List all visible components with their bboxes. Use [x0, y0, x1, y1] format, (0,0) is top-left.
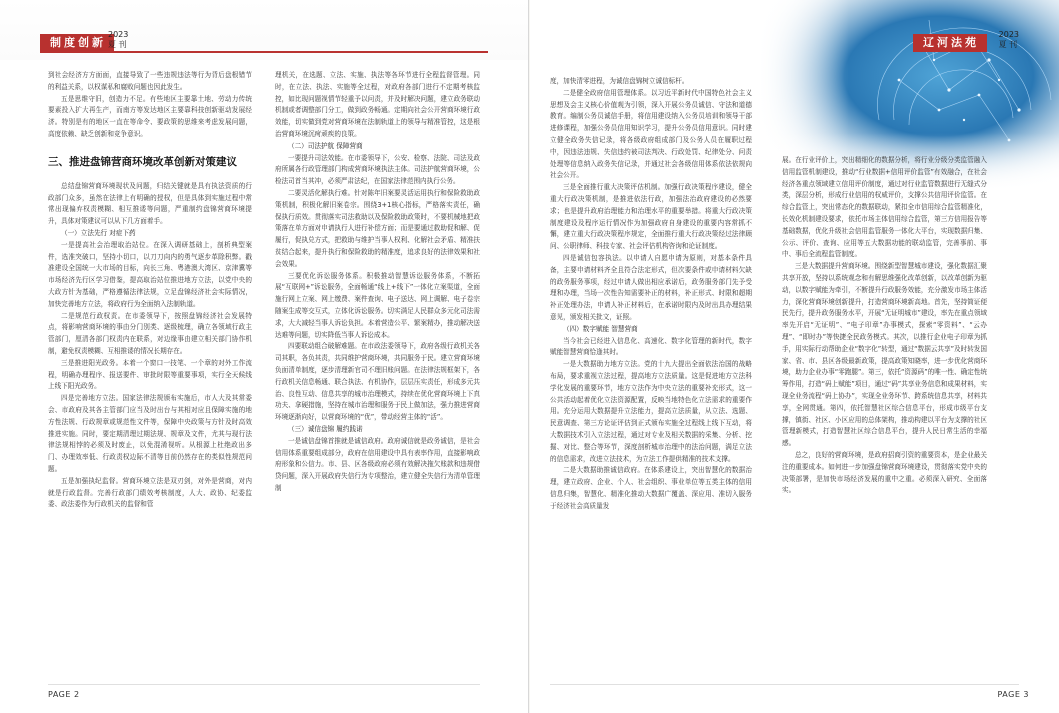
- subheading: （四）数字赋能 智慧营商: [563, 324, 638, 333]
- paragraph: 五是思维守旧，创造力不足。有些地区主要靠土地、劳动力传统要素投入扩大再生产，而南方等发达地区主要靠科技创新驱动发展经济。特别是有的地区一直在等命令、要政策的思维来考虑发展问题，高度依赖、缺乏创新和竞争意识。: [48, 94, 252, 138]
- issue-year: 2023: [998, 30, 1019, 39]
- right-column-2: [782, 155, 987, 497]
- paragraph: 三是推进阳光政务。本着一个窗口一技笔、一个章的对外工作流程，明确办理程序、报送要件、审批时限等重要事项，实行全天候线上线下阳光政务。: [48, 358, 252, 391]
- left-column-2: [275, 70, 480, 495]
- paragraph: 二是大数据助推诚信政府。在体系建设上，突出智慧化的数据治理，建立政府、企业、个人、社会组织、事业单位等五类主体的信用信息归集，智慧化、精准化推动大数据广覆盖、深应用、准切入服务于经济社会高质量发: [550, 466, 752, 510]
- paragraph: 三是大数据提升营商环境。围绕新型智慧城市建设，强化数据汇聚共享开放，坚持以系统观念和有解思维强化改革创新，以改革创新为驱动，以数字赋能为牵引，不断提升行政服务效能，充分激发市场主体活力，深化营商环境创新提升，打造营商环境新高地。首先，坚持简证便民先行，提升政务服务水平，开展“无证明城市”建设，率先在重点领域率先开启“无证明”、“电子印章”办事模式，探索“零资料”、“云办理”、“即时办”等快捷全民政务模式。其次，以推行企业电子印章为抓手，用实际行动帮助企业“数字化”转型，通过“数据云共享”及时转发国家、省、市、县区各级最新政策，提高政策知晓率，进一步优化营商环境，助力企业办事“零跑腿”。第三，依托“资源码”的唯一性、确定性统筹作用，打造“码上赋能”项目，通过“码”共享业务信息和成果材料，实现全业务流程“码上协办”，实现全业务环节、跨系统信息共享，材料共享，全网贯通。第四，依托智慧社区综合信息平台，形成市级平台支撑，镇街、社区、小区应用的总体架构，推动构建以平台为支撑的社区管理新模式，打造智慧社区综合信息平台，提升人民日常生活的幸福感。: [782, 262, 987, 448]
- header-rule: [40, 51, 488, 53]
- subheading: （三）诚信盘锦 履约践诺: [288, 424, 363, 433]
- right-page-header: [530, 0, 1059, 60]
- paragraph: 二是健全政府信用管理体系。以习近平新时代中国特色社会主义思想及会主义核心价值观为引领，深入开展公务员诚信、守法和道德教育。编制公务员诚信手册，将信用建设纳入公务员培训和领导干部进修课程，加强公务员信用知识学习，提升公务员信用意识。同时建立健全政务失信记录，将各级政府组成部门及公务人员在履职过程中，因违法违规、失信违约被司法判决、行政处罚、纪律处分、问责处理等信息纳入政务失信记录，并通过社会各级信用体系依法依规向社会公开。: [550, 88, 752, 180]
- paragraph: 二是规范行政权责。在市委领导下，按照盘锦经济社会发展特点，将影响营商环境的事由分门别类、逐级梳理，确立各领域行政主管部门，厘清各部门权责内在联系，对边缘事由建立相关部门协作机制，避免权责模糊、互相推诿的情况长期存在。: [48, 311, 252, 355]
- left-column-1: [48, 70, 252, 511]
- paragraph: 到社会经济方方面面，直接导致了一些违规违法等行为背后盘根错节的利益关系，以权谋私和腐败问题也因此发生。: [48, 71, 252, 91]
- issue-label: [108, 30, 128, 50]
- paragraph: 一是大数据助力地方立法。党的十九大提出全面依法治国的战略布局，要求重视立法过程，提高地方立法质量。这是促进地方立法科学化发展的重要环节，地方立法作为中央立法的重要补充形式，这一公共活动起着优化立法资源配置，反映当地特色化立法需求的重要作用。充分运用大数据提升立法能力，提高立法质量，从立法、选题、民意调查、第三方论证评估到正式颁布实施全过程线上线下互动，将大数据技术引入立法过程，通过对专业及相关数据的采集、分析、挖掘、对比、整合等环节，深度剖析城市治理中的法治问题，满足立法的信息需求，改进立法技术，为立法工作提供精准的技术支撑。: [550, 360, 752, 463]
- paragraph: 二要灵活化解执行难。针对陈年旧案要灵活运用执行和保险救助政策机制，积极化解旧案卷宗。围绕3+1核心指标，严格落实责任，确保执行质效。贯彻落实司法救助以及保险救助政策时，不要机械地把政策落在单方面对申请执行人进行补偿方面；而是要通过救助促和解、促履行，促执兑方式，把救助与维护当事人权利、化解社会矛盾、精准扶贫结合起来，提升执行和保险救助的精准度，追求良好的法律效果和社会效果。: [275, 188, 480, 268]
- paragraph: 理机关，在选题、立法、实施、执法等各环节进行全程监督管理。同时，在立法、执法、实施等全过程，对政府各部门进行不定期考核监控，如比现问题视情节轻重予以问责，并及时解决问题，建立政务联动机制或者调整部门分工，做到政务畅通。定期向社会公开营商环境行政效能，切实做到党对营商环境在法制轨道上的领导与精准管控，这是根治营商环境沉疴顽疾的良策。: [275, 71, 480, 138]
- paragraph: 总之，良好的营商环境，是政府招商引资的重要资本，是企业最关注的重要成本。如何进一步加强盘锦营商环境建设，贯彻落实党中央的决策部署，是加快市场经济发展的重中之重。必须深入研究、全面落实。: [782, 450, 987, 495]
- paragraph: 当今社会已经进入信息化、高速化、数字化管理的新时代，数字赋能智慧营商恰逢其时。: [550, 336, 752, 357]
- right-page: [530, 0, 1059, 713]
- subheading: （一）立法先行 对症下药: [61, 228, 136, 237]
- page-number: PAGE 3: [997, 690, 1029, 699]
- left-page-header: [0, 0, 528, 60]
- paragraph: 一要提升司法效能。在市委领导下，公安、检察、法院、司法及政府所属各行政管理部门构成营商环境执法主体。司法护航营商环境，公检法司首当其冲，必须严肃法纪，在国家法律范围内执行公务。: [275, 153, 480, 186]
- paragraph: 三要优化诉讼服务体系。积极推动智慧诉讼服务体系，不断拓展“互联网+”诉讼服务，全面畅通“线上+线下”一体化立案渠道，全面施行网上立案、网上缴费、案件查询、电子送达、网上调解、电子卷宗随案生成等交互式，立体化诉讼服务。切实满足人民群众多元化司法需求，大大减轻当事人诉讼负担。本着营造公平、繁案精办，推动解决送达难等问题，切实降低当事人诉讼成本。: [275, 271, 480, 339]
- issue-year: 2023: [108, 30, 129, 39]
- section-badge: 制度创新: [40, 34, 114, 52]
- paragraph: 总结盘锦营商环境现状及问题，归结关键就是具有执法资质的行政部门众多，虽然在法律上有明确的授权，但是具体到实施过程中常常出现偏弃权责模糊、相互推诿等问题，严重制约盘锦营商环境提升，具体对策建议可以从下几方面着手。: [48, 181, 252, 226]
- paragraph: 展。在行业评价上，突出精细化的数据分析，将行业分级分类监管融入信用监管机制建设，推动“行业数据+信用评价监管”有效融合，在社会经济各重点领域建立信用评价制度，通过对行业监管数据进行无缝式分类，深层分析，形成行业信用的权威评价，支撑公共信用评价监管。在综合监管上，突出常态化的数据联动，紧扣全市信用综合监管精准化，长效化机制建设要求，依托市场主体信用综合监管，第三方信用报告等基础数据，优化升级社会信用监管服务一体化大平台，实现数据归集、公示、评价、查询、应用等五大数据功能的联动监管，完善事前、事中、事后全流程监管制度。: [782, 156, 987, 259]
- paragraph: 五是加强执纪监督。营商环境立法是双刃剑，对外是营商，对内就是行政监督。完善行政部门绩效考核制度，人大、政协、纪委监委、政法委作为行政机关的监督和管: [48, 476, 252, 509]
- section-heading: 三、推进盘锦营商环境改革创新对策建议: [48, 155, 237, 168]
- paragraph: 一是提高社会治理取治站位。在深入调研基础上，剖析典型案件，选准突破口，坚持小切口，以刀刀向内的勇气逐步革除积弊。戳准建设全国统一大市场的目标，向长三角、粤港澳大湾区、京津冀等市场经济先行区学习借鉴，提高取治站位推进地方立法，以党中央的大政方针为基础，严格遵循法律法规，立足盘锦经济社会实际情况，加快完善地方立法，将政府行为全面纳入法制轨道。: [48, 240, 252, 308]
- issue-season: 夏 刊: [108, 40, 127, 49]
- footer-rule: [550, 684, 1019, 685]
- footer-rule: [48, 684, 480, 685]
- section-badge: 辽河法苑: [913, 34, 987, 52]
- issue-label: [999, 30, 1019, 50]
- paragraph: 四是诚信包容执法。以申请人自愿申请为原则，对基本条件具备，主要申请材料齐全且符合法定形式，但次要条件或申请材料欠缺的政务服务事项，经过申请人做出相应承诺后，政务服务部门先予受理和办理，当场一次性告知需要补正的材料，补正形式、时限和超期补正处理办法，申请人补正材料后，在承诺时限内及时出具办理结果意见，颁发相关批文，证照。: [550, 253, 752, 321]
- page-number: PAGE 2: [48, 690, 80, 699]
- left-page: [0, 0, 529, 713]
- right-column-1: [550, 76, 752, 512]
- subheading: （二）司法护航 保障营商: [288, 141, 363, 150]
- issue-season: 夏 刊: [998, 40, 1018, 49]
- paragraph: 度，加快清零进程，为诚信盘锦树立诚信标杆。: [550, 77, 689, 85]
- paragraph: 一是诚信盘锦首推就是诚信政府。政府诚信就是政务诚信，是社会信用体系重要组成部分，政府在信用建设中具有表率作用，直接影响政府形象和公信力。市、县、区各级政府必须有效解决拖欠账款和违规借贷问题，深入开展政府失信行为专项整治，建立健全失信行为清单管理制: [275, 436, 480, 492]
- paragraph: 三是全面推行重大决策评估机制。加强行政决策程序建设，健全重大行政决策机制，是推进依法行政，加强法治政府建设的必然要求；也是提升政府治理能力和治理水平的重要举措。将重大行政决策制度建设及程序运行情况作为加强政府自身建设的重要内容常抓不懈，建立重大行政决策程序规定，全面推行重大行政决策经过法律顾问、公职律师、科技专家、社会评估机构咨询和论证制度。: [550, 183, 752, 251]
- paragraph: 四是完善地方立法。国家法律法规颁布实施后，市人大及其常委会、市政府及其各主管部门应当及时出台与其相对应且保障实施的地方性法规、行政规章或规范性文件等，保障中央政策与方针及时高效推进实施。同时，要定期清理过期法规、规章及文件，尤其与现行法律法规相悖的必须及时废止，以免混淆视听。从根源上杜绝政出多门、办理效率低、行政责权边际不清等目前仍然存在的类似性规范问题。: [48, 394, 252, 473]
- paragraph: 四要联动组合破解难题。在市政法委领导下，政府各级行政机关各司其职，各负其责，共同维护营商环境，共同服务于民。建立营商环境负面清单制度，逐步清理新官司不理旧账问题。在法律法规框架下，各行政机关信息畅通、联合执法、有机协作，层层压实责任，形成多元共治、良性互动、信息共享的城市治理模式，持续在优化营商环境上下真功夫、拿硬措施，坚持在城市治理和服务于民上做加法，强力推进营商环境逐渐向好，以营商环境的“优”，带动经营主体的“活”。: [275, 342, 480, 422]
